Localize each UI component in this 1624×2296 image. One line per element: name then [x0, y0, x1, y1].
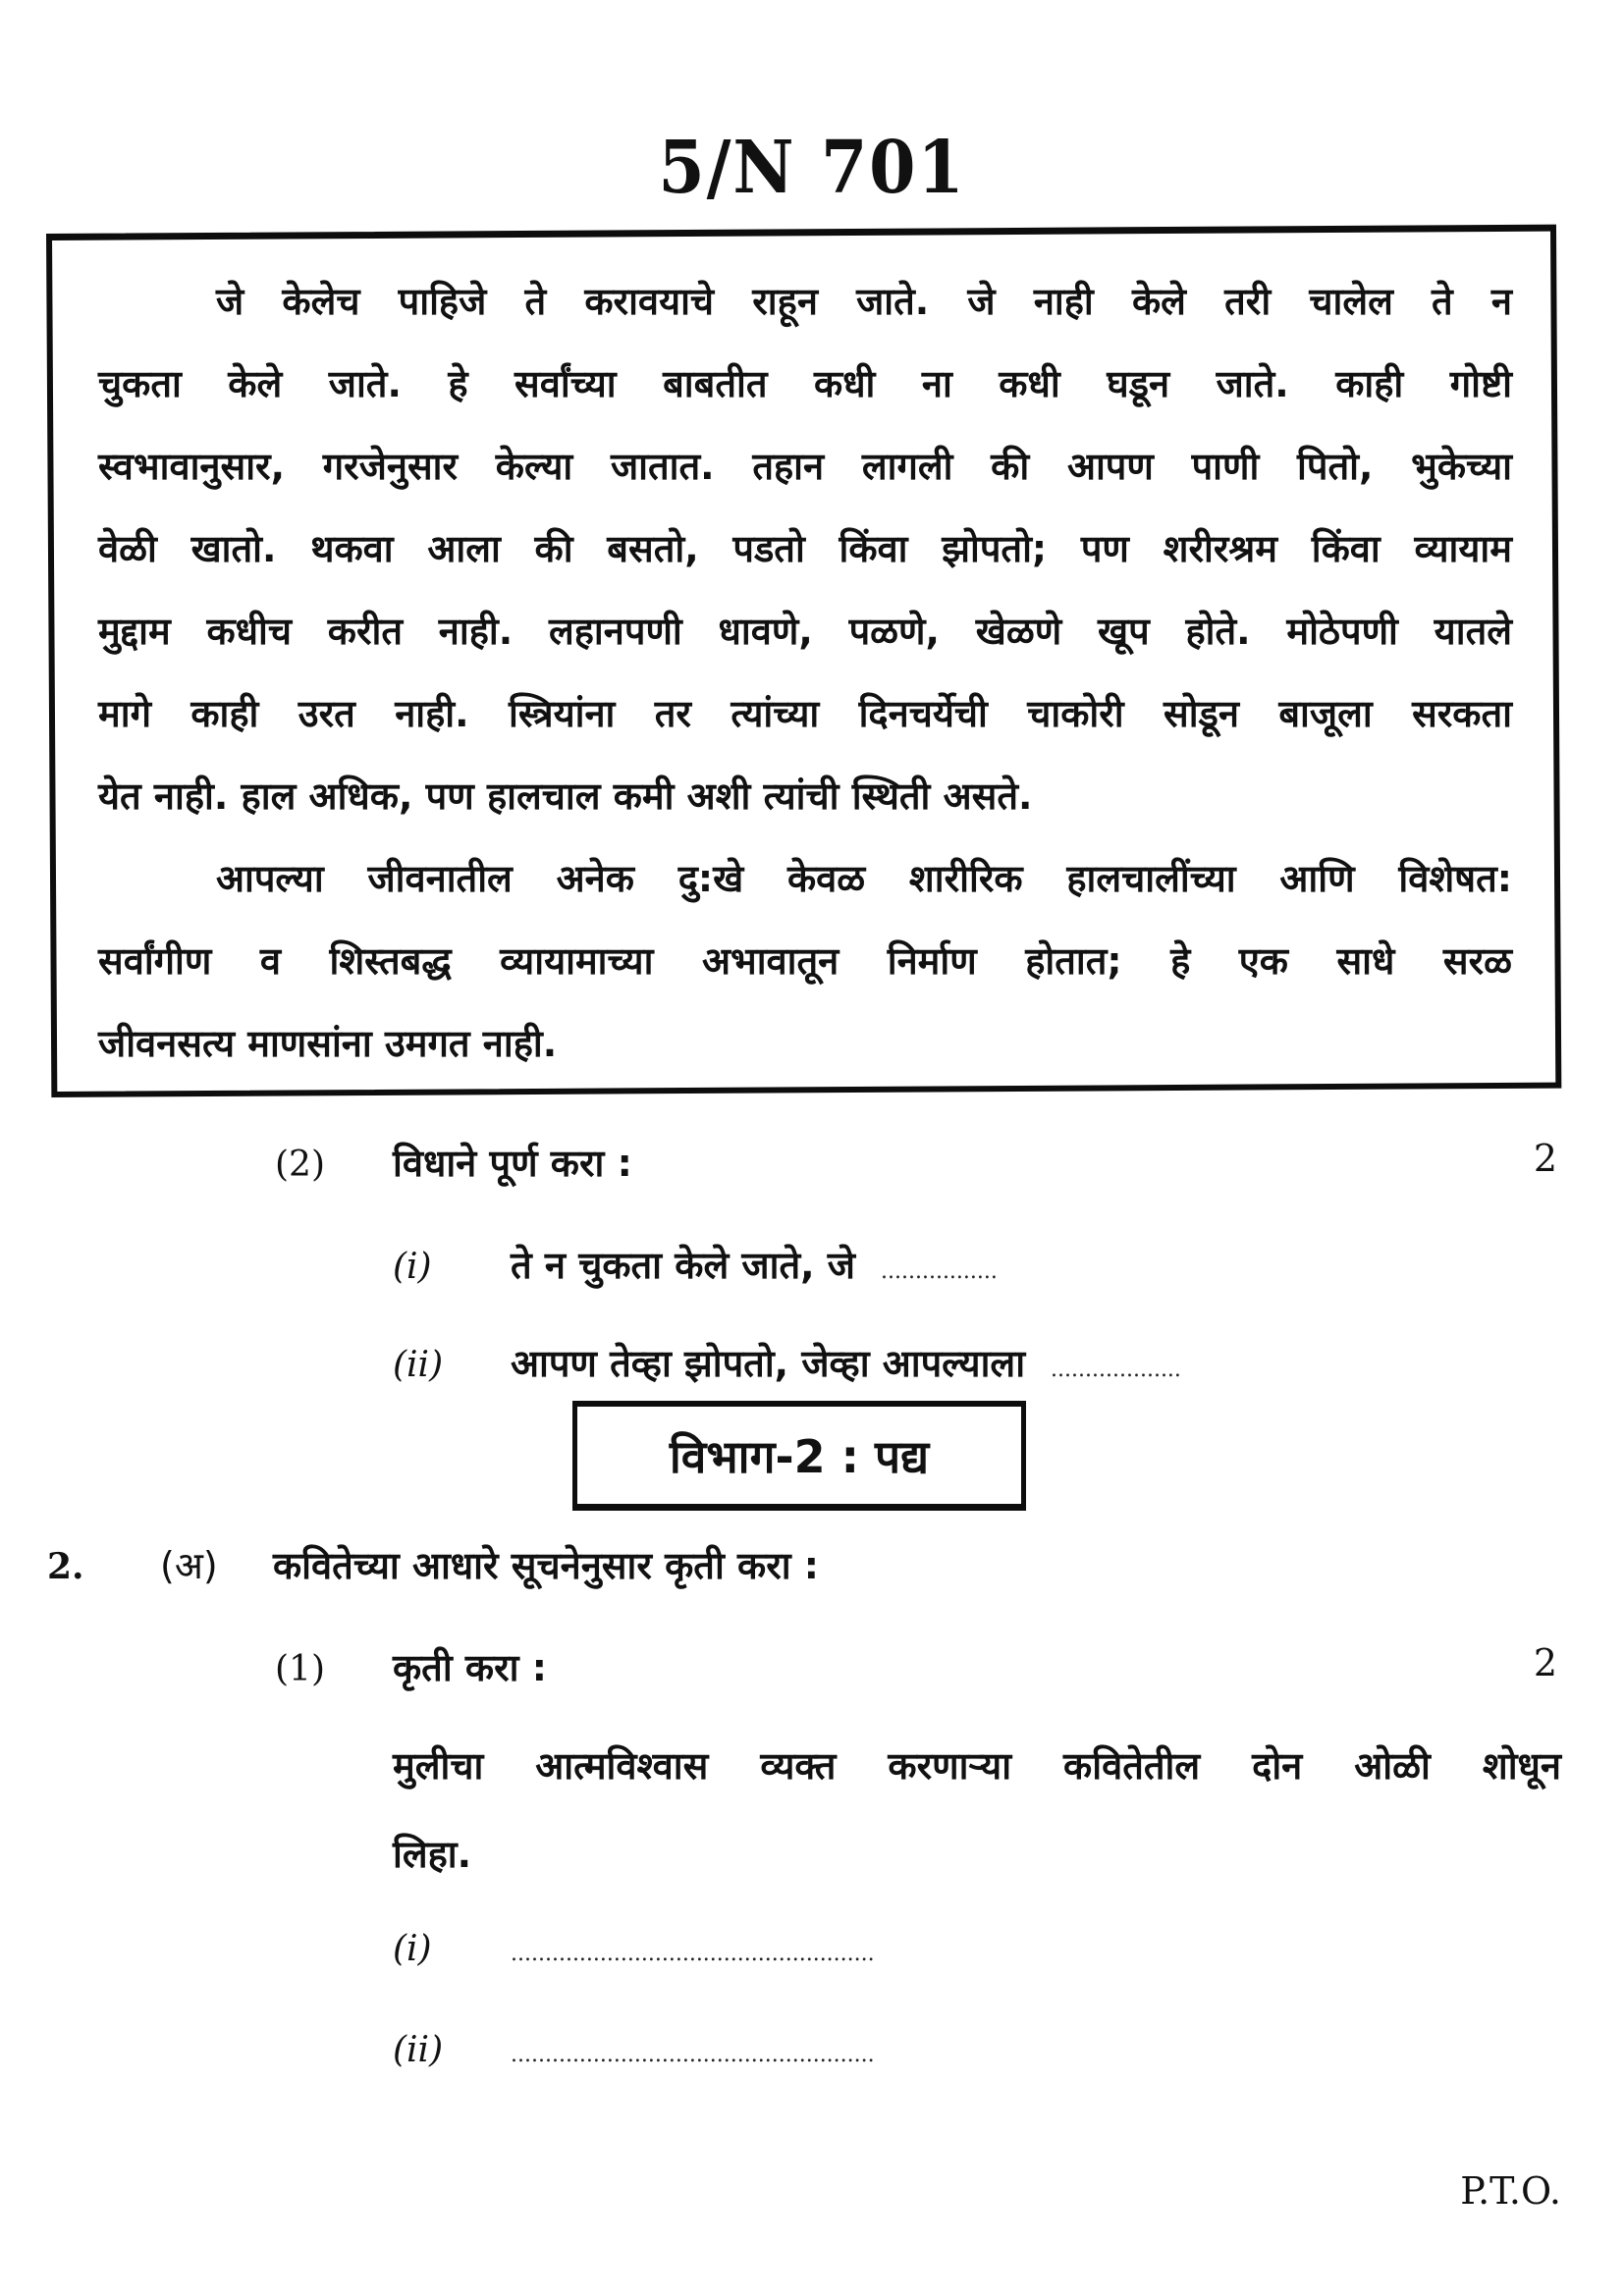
marks: 2: [1533, 1137, 1557, 1180]
item-text: आपण तेव्हा झोपतो, जेव्हा आपल्याला: [511, 1342, 1026, 1385]
prompt-line: मुलीचा आत्मविश्वास व्यक्त करणाऱ्या कवितेतील दोन ओळी शोधून: [393, 1744, 1561, 1788]
pto-label: P.T.O.: [1460, 2169, 1561, 2213]
prompt-line: लिहा.: [393, 1833, 472, 1876]
question-instruction: विधाने पूर्ण करा :: [393, 1142, 632, 1185]
answer-item: [393, 1929, 875, 1969]
passage-line: आपल्या जीवनातील अनेक दु:खे केवळ शारीरिक हालचालींच्या आणि विशेषत:: [216, 857, 1512, 900]
passage-line: जे केलेच पाहिजे ते करावयाचे राहून जाते. जे नाही केले तरी चालेल ते न: [216, 280, 1512, 323]
passage-line: मागे काही उरत नाही. स्त्रियांना तर त्यांच्या दिनचर्येची चाकोरी सोडून बाजूला सरकता: [98, 692, 1512, 735]
passage-line: मुद्दाम कधीच करीत नाही. लहानपणी धावणे, पळणे, खेळणे खूप होते. मोठेपणी यातले: [98, 610, 1512, 653]
statement-item: [393, 1337, 1181, 1388]
passage-line: सर्वांगीण व शिस्तबद्ध व्यायामाच्या अभावातून निर्माण होतात; हे एक साधे सरळ: [98, 939, 1512, 983]
answer-blank[interactable]: .....................................................: [511, 2043, 875, 2067]
item-text: ते न चुकता केले जाते, जे: [511, 1244, 855, 1287]
passage-line: जीवनसत्य माणसांना उमगत नाही.: [98, 1022, 558, 1065]
question-1-2-heading: [275, 1137, 632, 1188]
prompt-text: [393, 1739, 1561, 1790]
passage-line: वेळी खातो. थकवा आला की बसतो, पडतो किंवा झोपतो; पण शरीरश्रम किंवा व्यायाम: [98, 527, 1512, 570]
section-title: विभाग-2 : पद्य: [669, 1429, 930, 1483]
passage: [98, 260, 1512, 1085]
page-code: 5/N 701: [658, 126, 966, 210]
item-label: (ii): [393, 2030, 444, 2070]
question-instruction: कवितेच्या आधारे सूचनेनुसार कृती करा :: [273, 1544, 820, 1587]
statement-item: [393, 1239, 998, 1290]
answer-item: [393, 2030, 875, 2070]
section-heading-box: [572, 1401, 1026, 1511]
marks: 2: [1533, 1641, 1557, 1684]
question-2-heading: [47, 1539, 819, 1590]
question-instruction: कृती करा :: [393, 1646, 547, 1689]
item-label: (ii): [393, 1345, 444, 1385]
answer-blank[interactable]: .....................................................: [511, 1942, 875, 1966]
question-number: (2): [275, 1145, 325, 1185]
passage-line: येत नाही. हाल अधिक, पण हालचाल कमी अशी त्यांची स्थिती असते.: [98, 774, 1033, 818]
passage-line: चुकता केले जाते. हे सर्वांच्या बाबतीत कधी ना कधी घडून जाते. काही गोष्टी: [98, 362, 1512, 405]
question-2-1-heading: [275, 1641, 547, 1692]
item-label: (i): [393, 1929, 432, 1969]
question-number: (1): [275, 1649, 325, 1689]
passage-line: स्वभावानुसार, गरजेनुसार केल्या जातात. तहान लागली की आपण पाणी पितो, भुकेच्या: [98, 445, 1512, 488]
prompt-text-continued: [393, 1828, 471, 1879]
sub-label: (अ): [160, 1544, 218, 1587]
item-label: (i): [393, 1247, 432, 1287]
answer-blank[interactable]: .................: [881, 1259, 998, 1284]
question-number: 2.: [47, 1546, 84, 1587]
answer-blank[interactable]: ...................: [1051, 1358, 1181, 1382]
